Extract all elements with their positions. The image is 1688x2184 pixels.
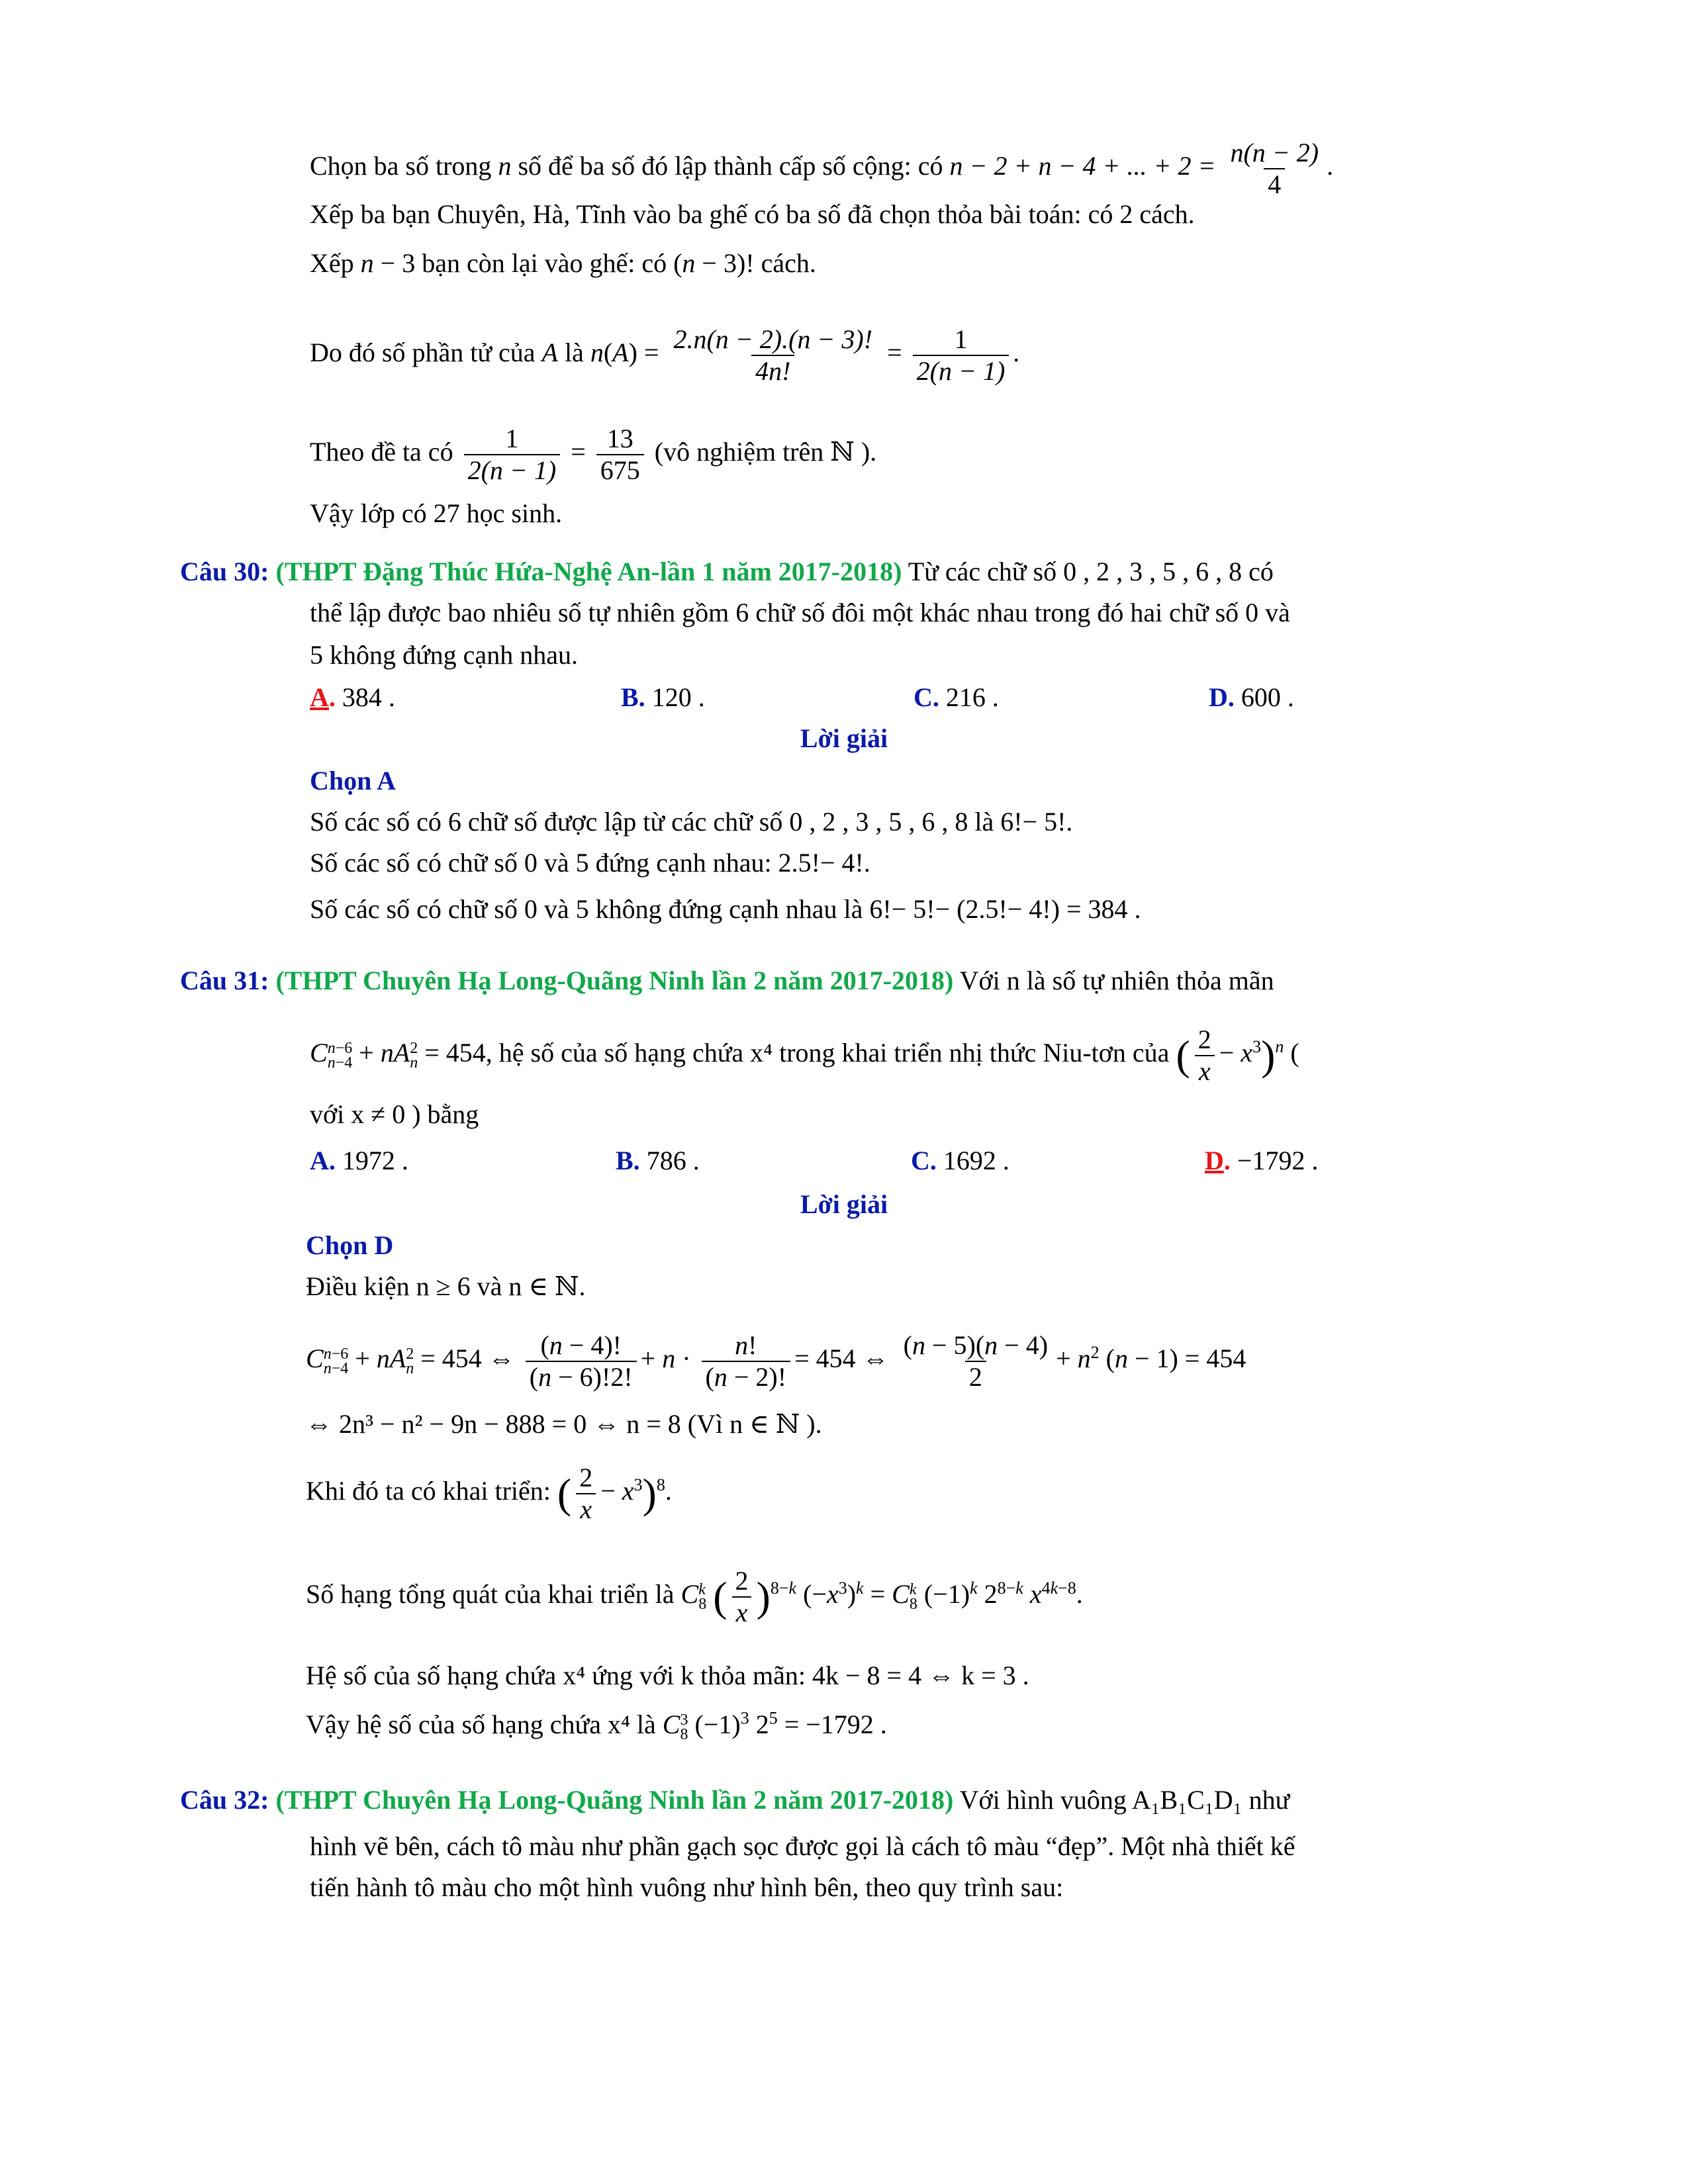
option-d[interactable]: D. −1792 .	[1205, 1146, 1319, 1175]
fraction: $\frac{(n - 4)!}{(n - 6)!2!}$	[526, 1330, 637, 1392]
question-source: (THPT Chuyên Hạ Long-Quãng Ninh lần 2 năm 2017-2018)	[275, 966, 954, 995]
numerator: n(n − 2)	[1230, 138, 1319, 167]
question-label: Câu 30:	[180, 557, 269, 586]
option-b[interactable]	[616, 1145, 700, 1177]
solution-line-equation: Cn−6 n−4 + nA2 n = 454 ⇔ $\frac{(n - 4)!}{(n - 6)!2!}$ + n · $\frac{n!}{(n - 2)!}$ = 454 ⇔ $\frac{(n - 5)(n - 4)}{2}$ + $n^2$ (n − 1) = 454	[306, 1330, 1246, 1392]
option-value: 600 .	[1241, 682, 1294, 712]
option-a[interactable]	[310, 1145, 408, 1177]
denominator: 2(n − 1)	[464, 454, 561, 486]
denominator: 4n!	[751, 355, 794, 387]
question-text: Từ các chữ số 0 , 2 , 3 , 5 , 6 , 8 có	[908, 557, 1274, 586]
solution-line: Số các số có chữ số 0 và 5 không đứng cạnh nhau là 6!− 5!− (2.5!− 4!) = 384 .	[310, 894, 1141, 924]
fraction: $\frac{2}{x}$	[1194, 1024, 1215, 1087]
solution-line: Hệ số của số hạng chứa x⁴ ứng với k thỏa mãn: 4k − 8 = 4 ⇔ k = 3 .	[306, 1661, 1029, 1690]
question-text: , hệ số của số hạng chứa x⁴ trong khai triển nhị thức Niu-tơn của	[485, 1038, 1170, 1068]
option-value: 1972 .	[342, 1146, 408, 1175]
question-31-stem	[180, 965, 1274, 997]
prev-line-2: Xếp ba bạn Chuyên, Hà, Tĩnh vào ba ghế có ba số đã chọn thỏa bài toán: có 2 cách.	[310, 199, 1195, 229]
fraction: $\frac{(n - 5)(n - 4)}{2}$	[903, 1330, 1049, 1392]
solution-heading: Lời giải	[800, 1189, 888, 1219]
prev-line-6: Vậy lớp có 27 học sinh.	[310, 498, 563, 528]
option-letter: C.	[914, 682, 939, 712]
fraction: $\frac{2}{x}$	[731, 1566, 753, 1628]
text: bạn còn lại vào ghế: có	[422, 248, 667, 278]
denominator: 675	[596, 454, 644, 486]
text: số để ba số đó lập thành cấp số cộng: có	[518, 151, 943, 181]
question-32-stem	[180, 1784, 1289, 1816]
fraction	[464, 424, 561, 486]
denominator: 2(n − 1)	[913, 355, 1009, 387]
prev-line-1: Chọn ba số trong n số để ba số đó lập thành cấp số cộng: có n − 2 + n − 4 + ... + 2 = $\frac{n(n - 2)}{4}$ .	[310, 138, 1334, 199]
option-value: 384 .	[342, 682, 395, 712]
text: (vô nghiệm trên ℕ ).	[654, 437, 877, 467]
option-value: −1792 .	[1237, 1146, 1319, 1175]
question-label: Câu 31:	[180, 966, 269, 995]
question-32-stem-3: tiến hành tô màu cho một hình vuông như hình bên, theo quy trình sau:	[310, 1872, 1064, 1902]
text: Theo đề ta có	[310, 437, 453, 467]
fraction	[669, 324, 876, 387]
option-letter: D.	[1209, 682, 1235, 712]
prev-line-3: Xếp n − 3 bạn còn lại vào ghế: có (n − 3)! cách.	[310, 248, 816, 278]
numerator: 13	[606, 424, 633, 453]
solution-line: ⇔ 2n³ − n² − 9n − 888 = 0 ⇔ n = 8 (Vì n ∈ ℕ ).	[306, 1409, 822, 1439]
fraction: $\frac{n!}{(n - 2)!}$	[702, 1330, 791, 1392]
text: Chọn ba số trong	[310, 151, 492, 181]
text: là	[564, 338, 584, 368]
fraction	[913, 324, 1009, 387]
option-c[interactable]	[911, 1145, 1009, 1177]
text: Vậy hệ số của số hạng chứa x⁴ là	[306, 1709, 656, 1739]
math: n − 2 + n − 4 + ... + 2 =	[949, 151, 1216, 181]
fraction: $\frac{2}{x}$	[575, 1463, 596, 1525]
text: cách.	[761, 248, 816, 278]
chosen-answer: Chọn D	[306, 1230, 394, 1260]
question-text: Với n là số tự nhiên thỏa mãn	[959, 966, 1274, 995]
numerator: 1	[954, 324, 968, 354]
question-31-stem-3: với x ≠ 0 ) bằng	[310, 1099, 479, 1129]
solution-line: Điều kiện n ≥ 6 và n ∈ ℕ.	[306, 1271, 586, 1301]
prev-line-4: Do đó số phần tử của A là n(A) = $\frac{2.n(n - 2).(n - 3)!}{4n!}$ = $\frac{1}{2(n - 1)}$ .	[310, 324, 1020, 386]
question-30-stem	[180, 556, 1274, 588]
option-letter: B.	[621, 682, 645, 712]
question-label: Câu 32:	[180, 1785, 269, 1815]
option-letter: A	[310, 682, 329, 712]
solution-line-general-term: Số hạng tổng quát của khai triển là Ck 8 ( $\frac{2}{x}$ )$^{8-k}$ $(-x^3)^k = Ck$ 8 $(-1)^k$ $2^{8-k}$ $x^{4k-8}$.	[306, 1566, 1083, 1627]
solution-heading: Lời giải	[800, 723, 888, 753]
question-text: Với hình vuông A₁B₁C₁D₁ như	[959, 1785, 1290, 1815]
option-a[interactable]: A. 384 .	[310, 682, 395, 712]
text: = −1792 .	[784, 1709, 887, 1739]
prev-line-5: Theo đề ta có $\frac{1}{2(n - 1)}$ = $\frac{13}{675}$ (vô nghiệm trên ℕ ).	[310, 424, 877, 485]
text: Số hạng tổng quát của khai triển là	[306, 1579, 675, 1610]
option-letter: C.	[911, 1146, 937, 1175]
question-30-stem-3: 5 không đứng cạnh nhau.	[310, 640, 578, 670]
option-value: 1692 .	[943, 1146, 1009, 1175]
option-value: 216 .	[945, 682, 999, 712]
text: Do đó số phần tử của	[310, 338, 536, 368]
option-letter: A.	[310, 1146, 336, 1175]
solution-line-final: Vậy hệ số của số hạng chứa x⁴ là C3 8 $(-1)^3$ $2^5 = -1792$ .	[306, 1708, 887, 1743]
text: Xếp	[310, 248, 354, 278]
option-value: 786 .	[646, 1146, 700, 1175]
question-source: (THPT Đặng Thúc Hứa-Nghệ An-lần 1 năm 2017-2018)	[275, 557, 902, 586]
denominator: 4	[1264, 168, 1285, 200]
text: Khi đó ta có khai triển:	[306, 1476, 551, 1506]
option-d[interactable]	[1209, 682, 1294, 713]
solution-line: Số các số có 6 chữ số được lập từ các chữ số 0 , 2 , 3 , 5 , 6 , 8 là 6!− 5!.	[310, 807, 1073, 837]
numerator: 1	[505, 424, 519, 453]
question-31-stem-2: Cn−6 n−4 + nA2 n = 454, hệ số của số hạng chứa x⁴ trong khai triển nhị thức Niu-tơn của ( $\frac{2}{x}$ − $x^3)^n$ (	[310, 1024, 1299, 1086]
question-32-stem-2: hình vẽ bên, cách tô màu như phần gạch sọc được gọi là cách tô màu “đẹp”. Một nhà thiết kế	[310, 1831, 1295, 1861]
option-c[interactable]	[914, 682, 999, 713]
fraction	[596, 424, 644, 486]
fraction	[1226, 138, 1323, 200]
option-letter: B.	[616, 1146, 640, 1175]
solution-line-expansion: Khi đó ta có khai triển: ( $\frac{2}{x}$ − $x^3)^8$.	[306, 1463, 672, 1524]
chosen-answer: Chọn A	[310, 766, 397, 796]
option-b[interactable]	[621, 682, 705, 713]
option-letter: D	[1205, 1146, 1224, 1175]
solution-line: Số các số có chữ số 0 và 5 đứng cạnh nhau: 2.5!− 4!.	[310, 848, 870, 878]
numerator: 2.n(n − 2).(n − 3)!	[673, 324, 873, 354]
question-source: (THPT Chuyên Hạ Long-Quãng Ninh lần 2 năm 2017-2018)	[275, 1785, 954, 1815]
question-30-stem-2: thể lập được bao nhiêu số tự nhiên gồm 6 chữ số đôi một khác nhau trong đó hai chữ số 0 và	[310, 598, 1290, 627]
option-value: 120 .	[651, 682, 705, 712]
